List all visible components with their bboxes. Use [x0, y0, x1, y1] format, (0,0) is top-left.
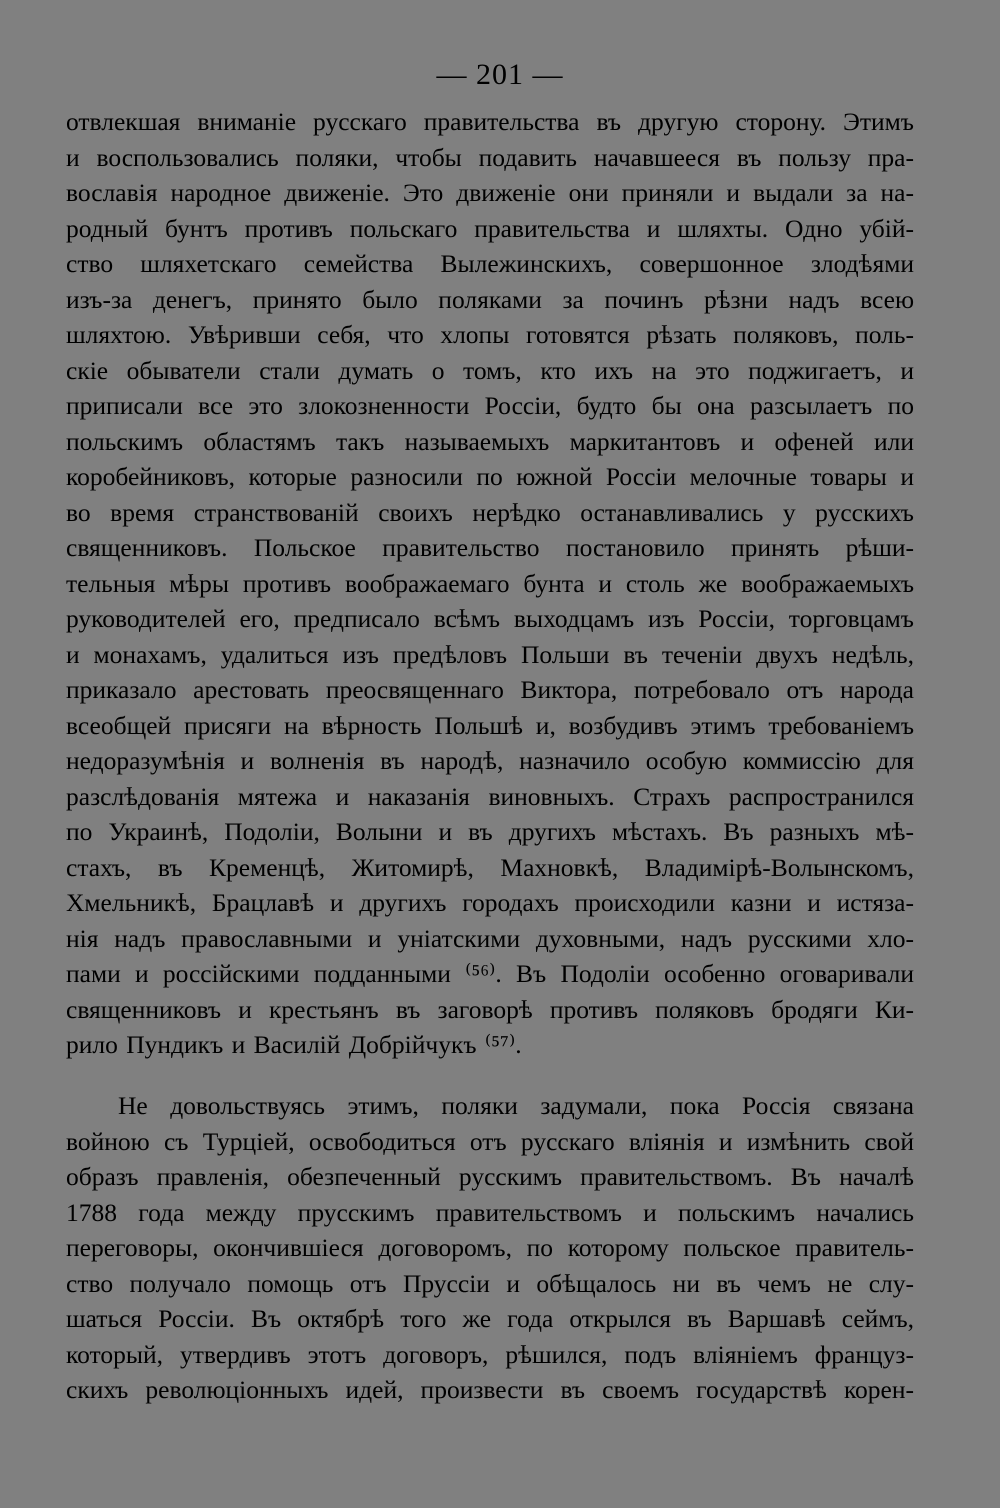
paragraph-1 [66, 104, 914, 1063]
text-line: тельныя мѣры противъ воображаемаго бунта и столь же воображаемыхъ [66, 568, 914, 598]
text-line: руководителей его, предписало всѣмъ выходцамъ изъ Россіи, торговцамъ [66, 604, 914, 633]
paragraph-2 [66, 1088, 914, 1408]
text-line: всеобщей присяги на вѣрность Польшѣ и, возбудивъ этимъ требованіемъ [66, 710, 914, 740]
text-line: нія надъ православными и уніатскими духовными, надъ русскими хло- [66, 923, 914, 953]
text-line: приказало арестовать преосвященнаго Виктора, потребовало отъ народа [66, 675, 914, 704]
text-line: ство шляхетскаго семейства Вылежинскихъ, совершонное злодѣями [66, 249, 914, 278]
text-line: священниковъ и крестьянъ въ заговорѣ противъ поляковъ бродяги Ки- [66, 994, 914, 1024]
text-line: пами и россійскими подданными ⁽⁵⁶⁾. Въ Подоліи особенно оговаривали [66, 959, 914, 988]
text-line: священниковъ. Польское правительство постановило принять рѣши- [66, 533, 914, 562]
text-line: переговоры, окончившіеся договоромъ, по которому польское правитель- [66, 1233, 914, 1262]
text-line: по Украинѣ, Подоліи, Волыни и въ другихъ мѣстахъ. Въ разныхъ мѣ- [66, 817, 914, 846]
text-line: отвлекшая вниманіе русскаго правительства въ другую сторону. Этимъ [66, 107, 914, 136]
text-line: который, утвердивъ этотъ договоръ, рѣшился, подъ вліяніемъ француз- [66, 1339, 914, 1369]
page-number: — 201 — [436, 58, 564, 91]
text-line: изъ-за денегъ, принято было поляками за починъ рѣзни надъ всею [66, 284, 914, 314]
text-line: во время странствованій своихъ нерѣдко останавливались у русскихъ [66, 497, 914, 527]
text-line: скихъ революціонныхъ идей, произвести въ своемъ государствѣ корен- [66, 1375, 914, 1404]
text-line: Не довольствуясь этимъ, поляки задумали, пока Россія связана [118, 1091, 914, 1120]
text-line: ство получало помощь отъ Пруссіи и обѣщалось ни въ чемъ не слу- [66, 1268, 914, 1298]
text-line: недоразумѣнія и волненія въ народѣ, назначило особую коммиссію для [66, 746, 914, 775]
text-line: и монахамъ, удалиться изъ предѣловъ Польши въ теченіи двухъ недѣль, [66, 639, 914, 669]
text-line: приписали все это злокозненности Россіи, будто бы она разсылаетъ по [66, 391, 914, 420]
text-line: шляхтою. Увѣривши себя, что хлопы готовятся рѣзать поляковъ, поль- [66, 320, 914, 349]
text-line: вославія народное движеніе. Это движеніе они приняли и выдали за на- [66, 178, 914, 207]
text-line: польскимъ областямъ такъ называемыхъ маркитантовъ и офеней или [66, 426, 914, 456]
text-line: коробейниковъ, которые разносили по южной Россіи мелочные товары и [66, 462, 914, 491]
text-line: войною съ Турціей, освободиться отъ русскаго вліянія и измѣнить свой [66, 1126, 914, 1156]
text-line: разслѣдованія мятежа и наказанія виновныхъ. Страхъ распространился [66, 781, 914, 811]
text-line: Хмельникѣ, Брацлавѣ и другихъ городахъ происходили казни и истяза- [66, 888, 914, 917]
text-line: стахъ, въ Кременцѣ, Житомирѣ, Махновкѣ, Владимірѣ-Волынскомъ, [66, 852, 914, 882]
text-line: образъ правленія, обезпеченный русскимъ правительствомъ. Въ началѣ [66, 1162, 914, 1191]
text-line: и воспользовались поляки, чтобы подавить начавшееся въ пользу пра- [66, 142, 914, 172]
text-line: шаться Россіи. Въ октябрѣ того же года открылся въ Варшавѣ сеймъ, [66, 1304, 914, 1333]
text-line: скіе обыватели стали думать о томъ, кто ихъ на это поджигаетъ, и [66, 355, 914, 385]
text-line: 1788 года между прусскимъ правительствомъ и польскимъ начались [66, 1197, 914, 1227]
text-line: родный бунтъ противъ польскаго правительства и шляхты. Одно убій- [66, 213, 914, 243]
text-line: рило Пундикъ и Василій Добрійчукъ ⁽⁵⁷⁾. [66, 1030, 522, 1059]
